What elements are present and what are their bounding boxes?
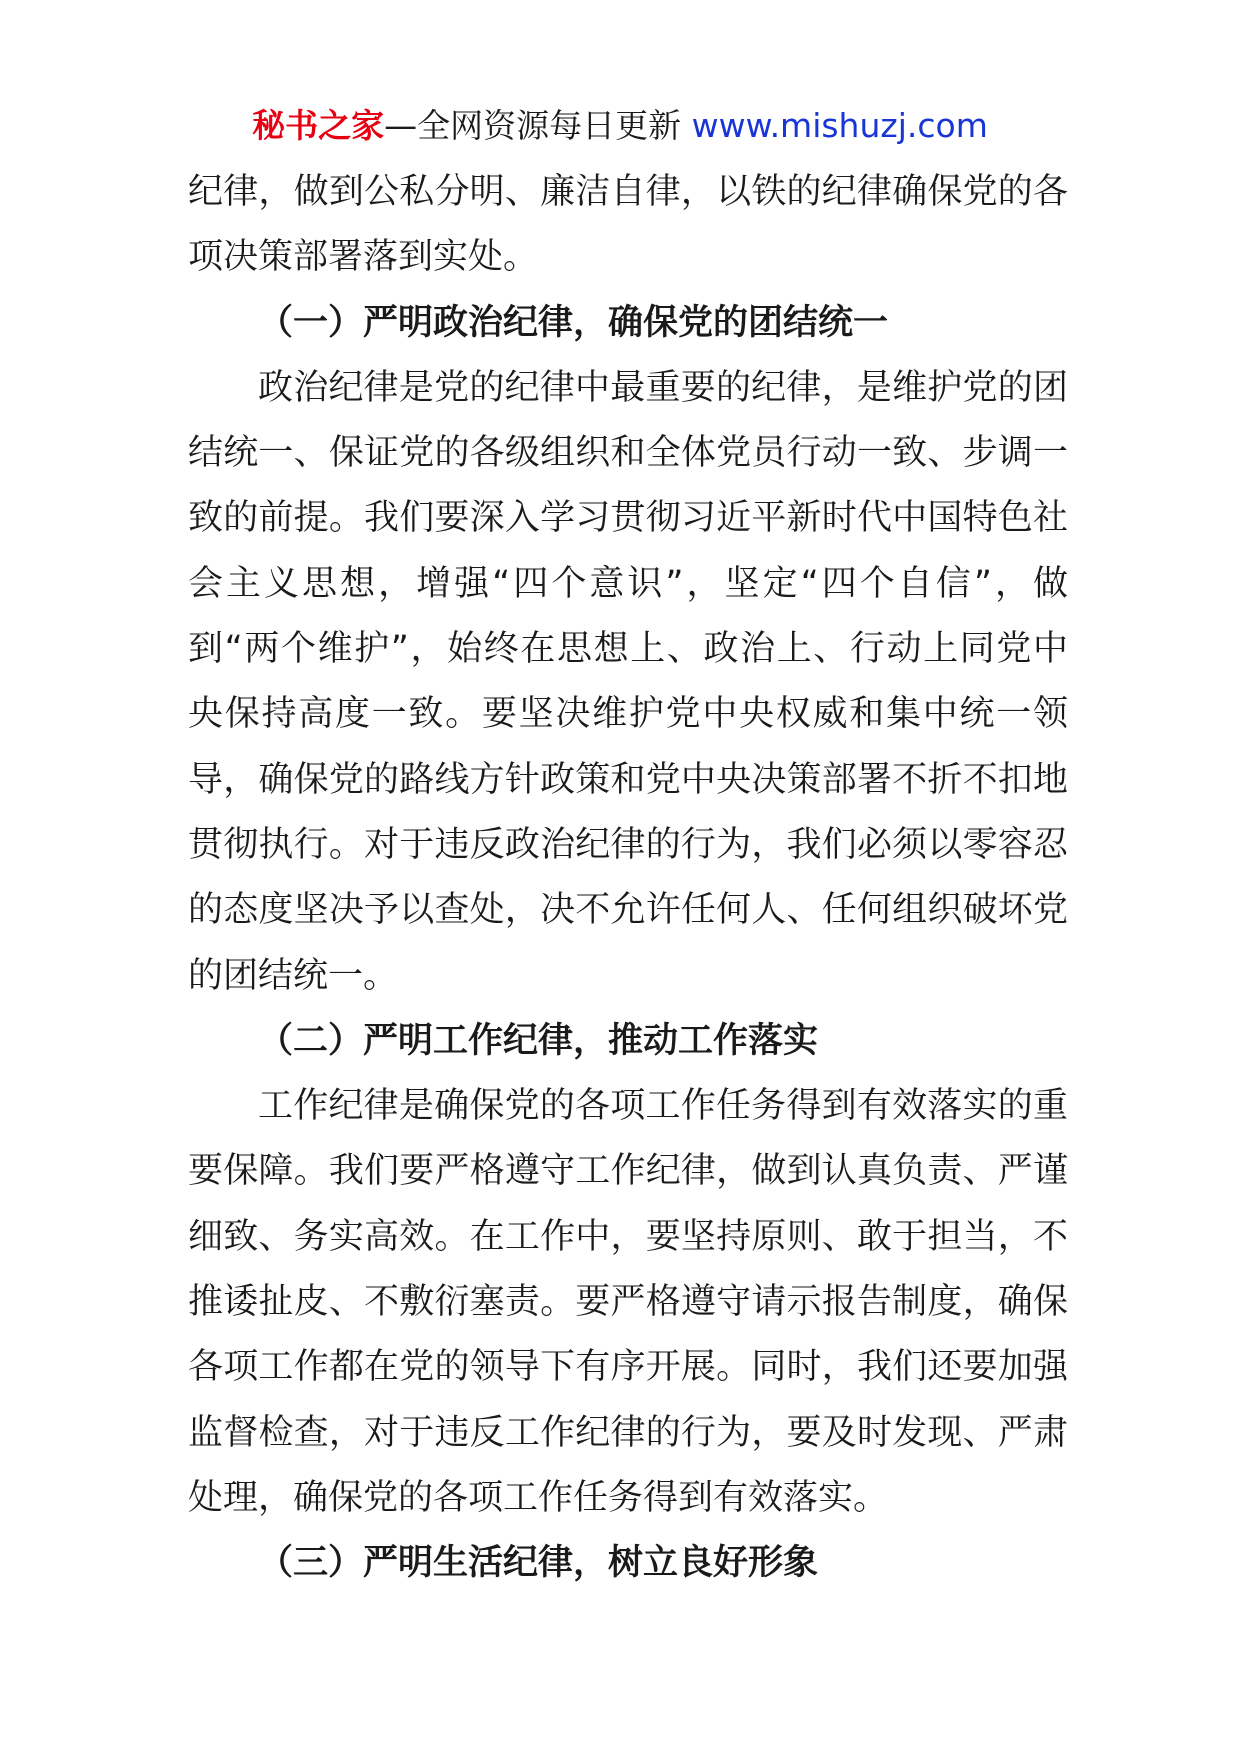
- text-line: 导，确保党的路线方针政策和党中央决策部署不折不扣地: [188, 759, 1068, 800]
- page-header: [0, 104, 1240, 148]
- text-line: 结统一、保证党的各级组织和全体党员行动一致、步调一: [188, 433, 1068, 474]
- paragraph-first-line: 工作纪律是确保党的各项工作任务得到有效落实的重: [258, 1086, 1068, 1127]
- text-line: 的态度坚决予以查处，决不允许任何人、任何组织破坏党: [188, 890, 1068, 931]
- site-url-link[interactable]: www.mishuzj.com: [691, 106, 988, 145]
- text-line: 监督检查，对于违反工作纪律的行为，要及时发现、严肃: [188, 1412, 1068, 1453]
- text-line: 央保持高度一致。要坚决维护党中央权威和集中统一领: [188, 694, 1068, 735]
- text-line: 到“两个维护”，始终在思想上、政治上、行动上同党中: [188, 629, 1068, 670]
- text-line: 纪律，做到公私分明、廉洁自律，以铁的纪律确保党的各: [188, 172, 1068, 212]
- site-slogan: —全网资源每日更新: [384, 106, 692, 145]
- text-line: 的团结统一。: [188, 955, 399, 996]
- site-brand: 秘书之家: [252, 106, 385, 145]
- text-line: 致的前提。我们要深入学习贯彻习近平新时代中国特色社: [188, 498, 1068, 539]
- text-line: 贯彻执行。对于违反政治纪律的行为，我们必须以零容忍: [188, 824, 1068, 865]
- section-heading-1: （一）严明政治纪律，确保党的团结统一: [258, 302, 889, 343]
- section-heading-2: （二）严明工作纪律，推动工作落实: [258, 1020, 819, 1061]
- text-line: 要保障。我们要严格遵守工作纪律，做到认真负责、严谨: [188, 1151, 1068, 1192]
- document-body: [188, 160, 1068, 1597]
- text-line: 会主义思想，增强“四个意识”，坚定“四个自信”，做: [188, 563, 1068, 604]
- text-line: 细致、务实高效。在工作中，要坚持原则、敢于担当，不: [188, 1216, 1068, 1257]
- paragraph-first-line: 政治纪律是党的纪律中最重要的纪律，是维护党的团: [258, 367, 1068, 408]
- text-line: 处理，确保党的各项工作任务得到有效落实。: [188, 1477, 889, 1518]
- section-heading-3: （三）严明生活纪律，树立良好形象: [258, 1543, 819, 1584]
- text-line: 推诿扯皮、不敷衍塞责。要严格遵守请示报告制度，确保: [188, 1282, 1068, 1323]
- text-line: 项决策部署落到实处。: [188, 237, 539, 278]
- text-line: 各项工作都在党的领导下有序开展。同时，我们还要加强: [188, 1347, 1068, 1388]
